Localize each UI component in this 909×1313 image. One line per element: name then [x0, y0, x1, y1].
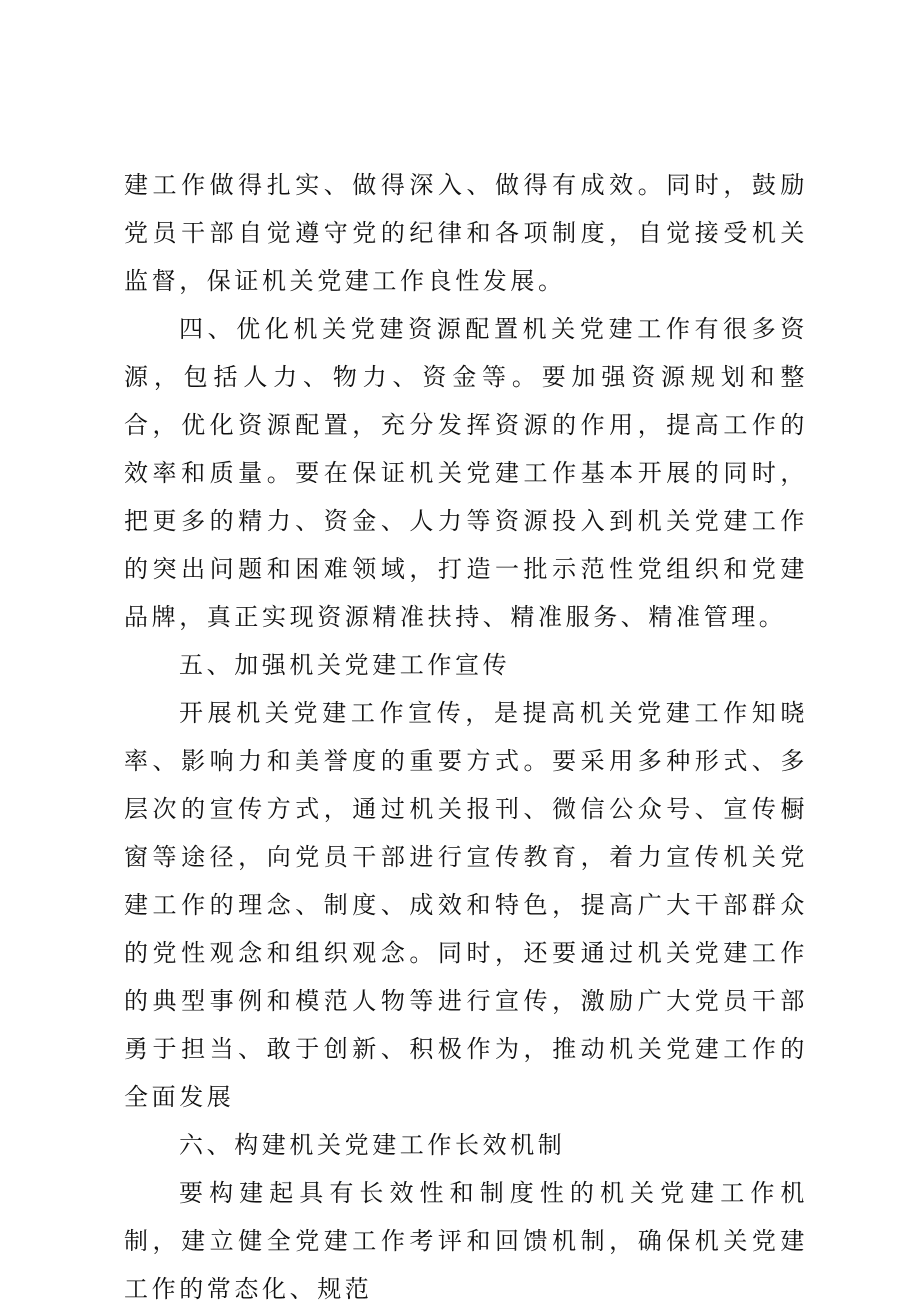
heading-publicity: 五、加强机关党建工作宣传 — [179, 651, 511, 679]
document-body — [124, 161, 808, 1313]
paragraph-long-term-mechanism: 要构建起具有长效性和制度性的机关党建工作机制，建立健全党建工作考评和回馈机制，确保机关党建工作的常态化、规范 — [124, 1179, 808, 1303]
paragraph-continuation: 建工作做得扎实、做得深入、做得有成效。同时，鼓励党员干部自觉遵守党的纪律和各项制度，自觉接受机关监督，保证机关党建工作良性发展。 — [124, 171, 808, 295]
paragraph-publicity: 开展机关党建工作宣传，是提高机关党建工作知晓率、影响力和美誉度的重要方式。要采用多种形式、多层次的宣传方式，通过机关报刊、微信公众号、宣传橱窗等途径，向党员干部进行宣传教育，着力宣传机关党建工作的理念、制度、成效和特色，提高广大干部群众的党性观念和组织观念。同时，还要通过机关党建工作的典型事例和模范人物等进行宣传，激励广大党员干部勇于担当、敢于创新、积极作为，推动机关党建工作的全面发展 — [124, 699, 808, 1111]
heading-long-term-mechanism: 六、构建机关党建工作长效机制 — [179, 1131, 566, 1159]
paragraph-resource-allocation: 四、优化机关党建资源配置机关党建工作有很多资源，包括人力、物力、资金等。要加强资源规划和整合，优化资源配置，充分发挥资源的作用，提高工作的效率和质量。要在保证机关党建工作基本开展的同时，把更多的精力、资金、人力等资源投入到机关党建工作的突出问题和困难领域，打造一批示范性党组织和党建品牌，真正实现资源精准扶持、精准服务、精准管理。 — [124, 315, 808, 631]
